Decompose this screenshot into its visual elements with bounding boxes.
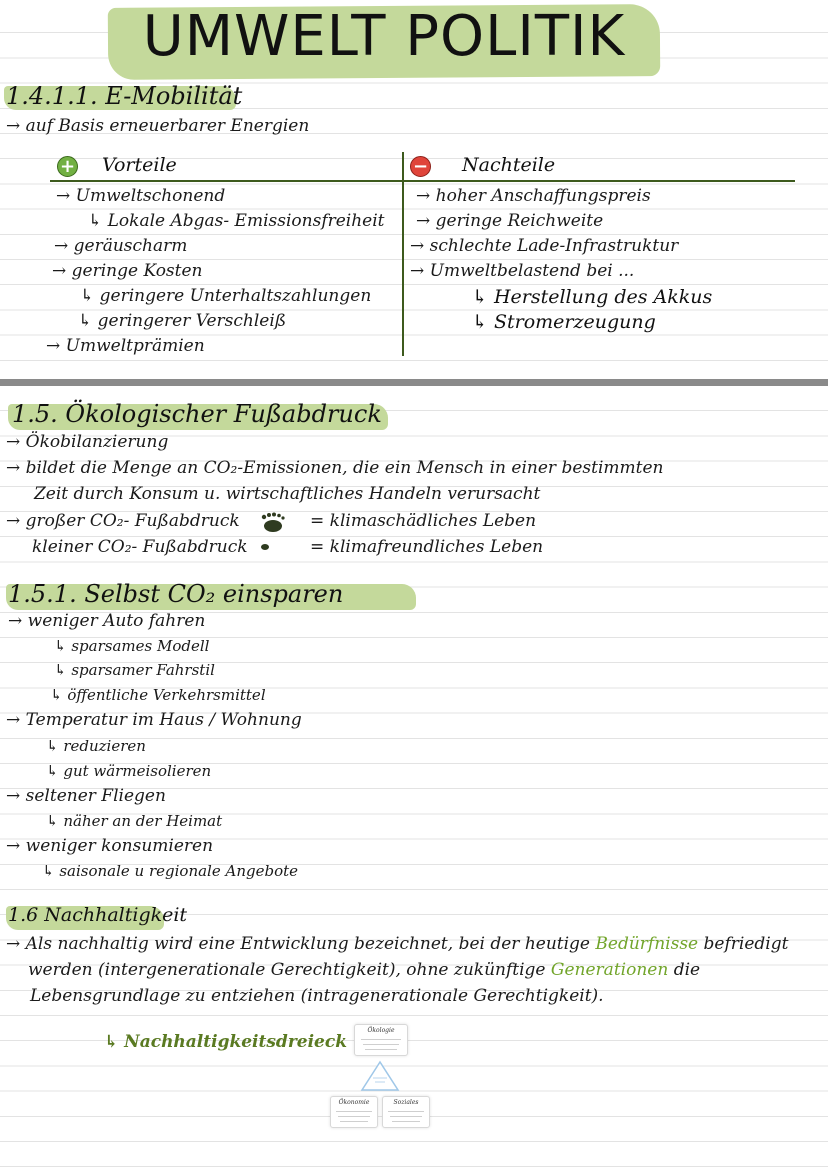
- sust-text: befriedigt: [703, 934, 789, 954]
- footprint-line: = klimaschädliches Leben: [310, 511, 537, 531]
- pros-item: ↳ geringere Unterhaltszahlungen: [80, 286, 372, 306]
- sust-highlight: Generationen: [550, 960, 669, 980]
- footprint-line: → bildet die Menge an CO₂-Emissionen, die ein Mensch in einer bestimmten: [6, 458, 664, 478]
- diagram-label: Ökologie: [367, 1027, 395, 1034]
- co2-line: → seltener Fliegen: [6, 786, 166, 806]
- footprint-line: → Ökobilanzierung: [6, 432, 169, 452]
- co2-line: ↳ näher an der Heimat: [46, 812, 223, 830]
- cons-header: Nachteile: [462, 154, 556, 176]
- diagram-label: Ökonomie: [338, 1099, 370, 1106]
- co2-line: ↳ gut wärmeisolieren: [46, 762, 212, 780]
- pros-item: → geringe Kosten: [52, 261, 203, 281]
- triangle-link: ↳ Nachhaltigkeitsdreieck: [104, 1032, 347, 1052]
- heading-footprint: 1.5. Ökologischer Fußabdruck: [12, 400, 382, 428]
- diagram-label: Soziales: [393, 1099, 419, 1106]
- heading-co2: 1.5.1. Selbst CO₂ einsparen: [8, 580, 344, 608]
- sustainability-line: [6, 934, 788, 954]
- diagram-box-social: [382, 1096, 430, 1128]
- footprint-line: Zeit durch Konsum u. wirtschaftliches Handeln verursacht: [34, 484, 541, 504]
- table-header-rule: [50, 180, 795, 182]
- pros-item: → geräuscharm: [54, 236, 188, 256]
- sustainability-line: Lebensgrundlage zu entziehen (intragenerationale Gerechtigkeit).: [30, 986, 604, 1006]
- sust-text: werden (intergenerationale Gerechtigkeit), ohne zukünftige: [28, 960, 546, 980]
- pros-item: → Umweltschonend: [56, 186, 226, 206]
- cons-item: ↳ Stromerzeugung: [472, 311, 656, 333]
- footprint-line: = klimafreundliches Leben: [310, 537, 544, 557]
- cons-item: → hoher Anschaffungspreis: [416, 186, 651, 206]
- cons-item: → geringe Reichweite: [416, 211, 604, 231]
- heading-emobility: 1.4.1.1. E-Mobilität: [6, 82, 243, 110]
- cons-item: → Umweltbelastend bei ...: [410, 261, 635, 281]
- co2-line: ↳ sparsamer Fahrstil: [54, 661, 215, 679]
- co2-line: → weniger Auto fahren: [8, 611, 206, 631]
- sust-text: → Als nachhaltig wird eine Entwicklung bezeichnet, bei der heutige: [6, 934, 590, 954]
- cons-item: → schlechte Lade-Infrastruktur: [410, 236, 679, 256]
- emobility-intro: → auf Basis erneuerbarer Energien: [6, 116, 310, 136]
- co2-line: → Temperatur im Haus / Wohnung: [6, 710, 302, 730]
- table-column-divider: [402, 152, 404, 356]
- small-footprint-icon: [258, 540, 272, 552]
- pros-item: → Umweltprämien: [46, 336, 205, 356]
- sustainability-line: [28, 960, 700, 980]
- section-separator: [0, 379, 828, 386]
- pros-item: ↳ geringerer Verschleiß: [78, 311, 287, 331]
- co2-line: → weniger konsumieren: [6, 836, 214, 856]
- footprint-line: → großer CO₂- Fußabdruck: [6, 511, 240, 531]
- footprint-icon: [258, 512, 288, 534]
- pros-item: ↳ Lokale Abgas- Emissionsfreiheit: [88, 211, 385, 231]
- page-title: UMWELT POLITIK: [142, 4, 626, 69]
- pros-header: Vorteile: [102, 154, 177, 176]
- diagram-box-economy: [330, 1096, 378, 1128]
- co2-line: ↳ öffentliche Verkehrsmittel: [50, 686, 266, 704]
- sust-highlight: Bedürfnisse: [595, 934, 699, 954]
- co2-line: ↳ reduzieren: [46, 737, 146, 755]
- diagram-box-ecology: [354, 1024, 408, 1056]
- footprint-line: kleiner CO₂- Fußabdruck: [32, 537, 248, 557]
- heading-sustainability: 1.6 Nachhaltigkeit: [8, 904, 188, 926]
- plus-icon: +: [57, 156, 78, 177]
- co2-line: ↳ saisonale u regionale Angebote: [42, 862, 299, 880]
- triangle-icon: [360, 1060, 400, 1092]
- co2-line: ↳ sparsames Modell: [54, 637, 210, 655]
- minus-icon: −: [410, 156, 431, 177]
- cons-item: ↳ Herstellung des Akkus: [472, 286, 713, 308]
- sust-text: die: [673, 960, 701, 980]
